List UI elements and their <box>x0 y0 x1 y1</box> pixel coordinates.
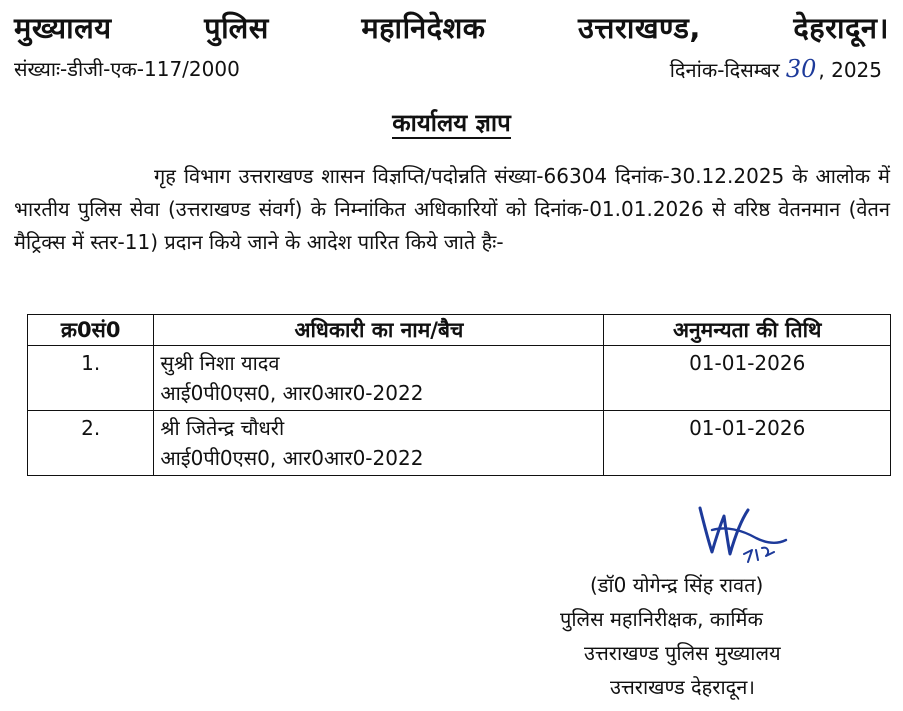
memo-body: गृह विभाग उत्तराखण्ड शासन विज्ञप्ति/पदोन्नति संख्या-66304 दिनांक-30.12.2025 के आलोक में भारतीय पुलिस सेवा (उत्तराखण्ड संवर्ग) के निम्नांकित अधिकारियों को दिनांक-01.01.2026 से वरिष्ठ वेतनमान (वेतन मैट्रिक्स में स्तर-11) प्रदान किये जाने के आदेश पारित किये जाते हैः- <box>14 164 890 254</box>
handwritten-signature <box>682 500 802 570</box>
officer-name: श्री जितेन्द्र चौधरी <box>160 416 285 440</box>
letterhead-word: पुलिस <box>204 11 269 45</box>
signatory-block <box>560 568 890 704</box>
table-row <box>28 411 891 476</box>
issue-date-suffix: , 2025 <box>818 58 882 82</box>
row-name-batch <box>154 411 604 476</box>
handwritten-day: 30 <box>785 55 817 83</box>
signatory-office: उत्तराखण्ड पुलिस मुख्यालय <box>584 641 781 665</box>
officers-table <box>27 314 891 476</box>
row-name-batch <box>154 346 604 411</box>
signatory-designation: पुलिस महानिरीक्षक, कार्मिक <box>560 607 763 631</box>
reference-number: संख्याः-डीजी-एक-117/2000 <box>14 57 240 81</box>
letterhead-word: महानिदेशक <box>361 11 486 45</box>
letterhead-word: उत्तराखण्ड, <box>578 11 701 45</box>
table-header-row <box>28 315 891 346</box>
letterhead-word: मुख्यालय <box>14 11 112 45</box>
memo-title-text: कार्यालय ज्ञाप <box>392 109 511 137</box>
issue-date-prefix: दिनांक-दिसम्बर <box>669 58 780 82</box>
header-effective-date: अनुमन्यता की तिथि <box>604 315 891 346</box>
letterhead <box>14 8 889 48</box>
memo-title <box>0 107 903 139</box>
row-serial: 1. <box>28 346 154 411</box>
issue-date <box>670 54 882 85</box>
row-serial: 2. <box>28 411 154 476</box>
letterhead-word: देहरादून। <box>793 11 889 45</box>
row-effective-date: 01-01-2026 <box>604 346 891 411</box>
row-effective-date: 01-01-2026 <box>604 411 891 476</box>
signatory-place: उत्तराखण्ड देहरादून। <box>610 675 755 699</box>
signatory-name: (डॉ0 योगेन्द्र सिंह रावत) <box>590 573 764 597</box>
officer-batch: आई0पी0एस0, आर0आर0-2022 <box>160 381 424 405</box>
officer-name: सुश्री निशा यादव <box>160 351 280 375</box>
header-serial: क्र0सं0 <box>28 315 154 346</box>
table-row <box>28 346 891 411</box>
header-name-batch: अधिकारी का नाम/बैच <box>154 315 604 346</box>
officer-batch: आई0पी0एस0, आर0आर0-2022 <box>160 446 424 470</box>
reference-line <box>14 54 882 85</box>
